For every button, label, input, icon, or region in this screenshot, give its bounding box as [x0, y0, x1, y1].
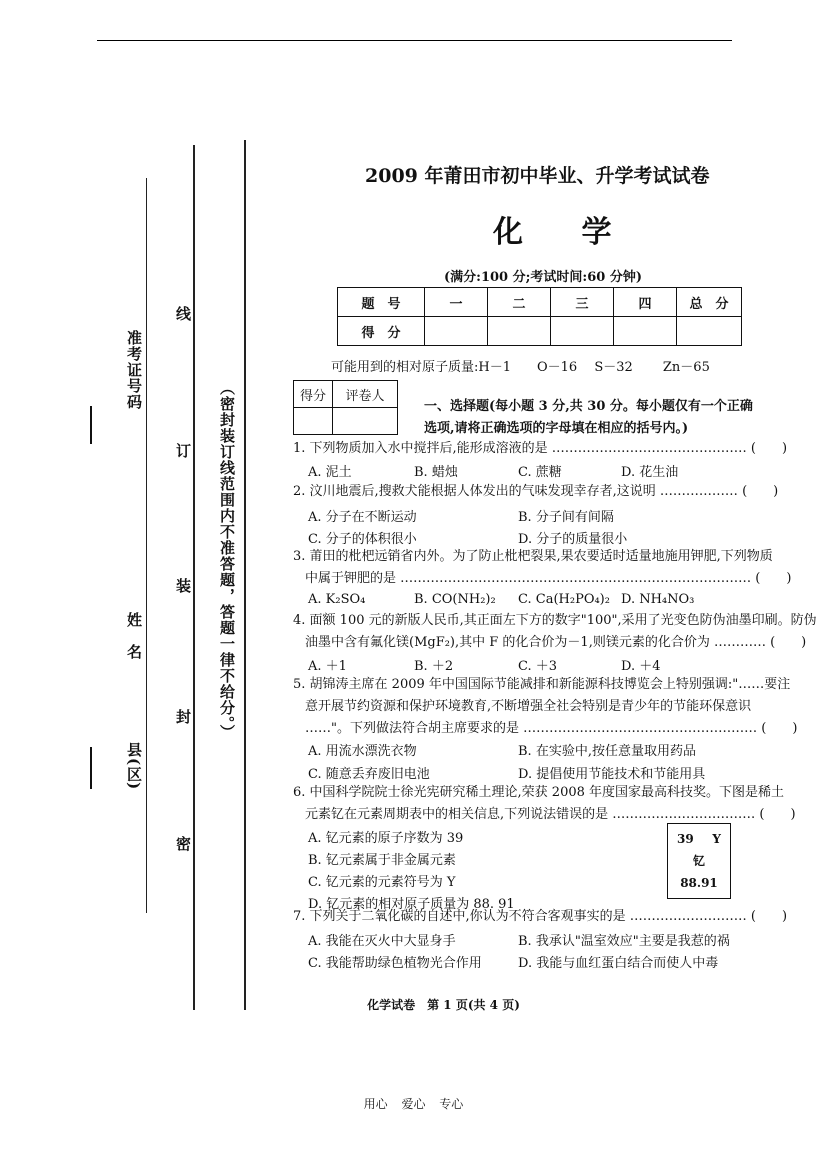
- option[interactable]: C. 钇元素的元素符号为 Y: [308, 875, 456, 890]
- seal-char-ding: 订: [176, 442, 192, 460]
- seal-char-feng: 封: [176, 708, 192, 726]
- option[interactable]: B. CO(NH₂)₂: [414, 592, 496, 607]
- question-4: [293, 610, 817, 654]
- grader-table: [293, 380, 398, 435]
- option[interactable]: B. 分子间有间隔: [518, 510, 614, 525]
- option[interactable]: C. 我能帮助绿色植物光合作用: [308, 956, 482, 971]
- question-text: 油墨中含有氟化镁(MgF₂),其中 F 的化合价为－1,则镁元素的化合价为 ………… ( ): [305, 635, 807, 650]
- seal-char-zhuang: 装: [176, 577, 192, 595]
- seal-char-mi: 密: [176, 835, 192, 853]
- name-label: 姓 名: [125, 612, 143, 660]
- id-number-label: 准考证号码: [125, 330, 143, 410]
- score-cell: 题 号: [338, 288, 425, 317]
- question-6: [293, 782, 796, 826]
- score-blank[interactable]: [677, 317, 742, 346]
- score-blank[interactable]: [614, 317, 677, 346]
- exam-meta: (满分:100 分;考试时间:60 分钟): [444, 270, 642, 285]
- score-cell: 二: [488, 288, 551, 317]
- footer-motto: 用心 爱心 专心: [363, 1097, 464, 1111]
- seal-warning: （密封装订线范围内不准答题，答题一律不给分。）: [218, 380, 236, 741]
- binding-line-right: [244, 140, 246, 1010]
- score-cell: 一: [425, 288, 488, 317]
- seal-char-line: 线: [176, 305, 192, 323]
- score-blank[interactable]: [551, 317, 614, 346]
- option[interactable]: B. ＋2: [414, 659, 454, 674]
- element-number: 39: [677, 832, 694, 846]
- question-2: [293, 481, 779, 503]
- question-text: 6. 中国科学院院士徐光宪研究稀土理论,荣获 2008 年度国家最高科技奖。下图是稀土: [293, 785, 785, 800]
- score-row-label: 得 分: [338, 317, 425, 346]
- top-rule: [97, 40, 732, 41]
- element-header-row: [668, 824, 730, 850]
- option[interactable]: A. K₂SO₄: [308, 592, 366, 607]
- score-table-score-row: [338, 317, 742, 346]
- blank-dash: [90, 406, 92, 444]
- exam-title: 2009 年莆田市初中毕业、升学考试试卷: [365, 165, 710, 187]
- question-text: 5. 胡锦涛主席在 2009 年中国国际节能减排和新能源科技博览会上特别强调:"……要注: [293, 677, 791, 692]
- option[interactable]: D. 花生油: [621, 465, 679, 480]
- question-text: ……"。下列做法符合胡主席要求的是 ……………………………………………… ( ): [305, 721, 798, 736]
- option[interactable]: C. ＋3: [518, 659, 558, 674]
- element-name: 钇: [692, 854, 705, 868]
- option[interactable]: A. 泥土: [308, 465, 352, 480]
- question-text: 2. 汶川地震后,搜救犬能根据人体发出的气味发现幸存者,这说明 ……………… ( ): [293, 484, 779, 499]
- option[interactable]: B. 在实验中,按任意量取用药品: [518, 744, 696, 759]
- grader-score-label: 得分: [294, 381, 333, 408]
- subject-title: 化 学: [493, 215, 636, 250]
- question-text: 3. 莆田的枇杷远销省内外。为了防止枇杷裂果,果农要适时适量地施用钾肥,下列物质: [293, 549, 773, 564]
- option[interactable]: B. 蜡烛: [414, 465, 458, 480]
- option[interactable]: D. 分子的质量很小: [518, 532, 628, 547]
- option[interactable]: D. ＋4: [621, 659, 661, 674]
- question-1: [293, 438, 788, 460]
- score-cell: 总 分: [677, 288, 742, 317]
- binding-line-left: [193, 145, 195, 1010]
- option[interactable]: A. 用流水漂洗衣物: [308, 744, 417, 759]
- element-mass: 88.91: [680, 876, 718, 890]
- blank-dash: [90, 747, 92, 789]
- grader-name-blank[interactable]: [333, 408, 398, 435]
- option[interactable]: B. 我承认"温室效应"主要是我惹的祸: [518, 934, 730, 949]
- element-symbol: Y: [712, 832, 721, 846]
- option[interactable]: D. 我能与血红蛋白结合而使人中毒: [518, 956, 719, 971]
- score-blank[interactable]: [488, 317, 551, 346]
- atomic-masses: 可能用到的相对原子质量:H－1 O－16 S－32 Zn－65: [331, 360, 710, 375]
- element-card-yttrium: [667, 823, 731, 899]
- question-7: [293, 906, 788, 928]
- page-number: 化学试卷 第 1 页(共 4 页): [367, 998, 520, 1012]
- question-text: 4. 面额 100 元的新版人民币,其正面左下方的数字"100",采用了光变色防伪油墨印刷。防伪: [293, 613, 817, 628]
- score-cell: 三: [551, 288, 614, 317]
- grader-name-label: 评卷人: [333, 381, 398, 408]
- option[interactable]: D. 钇元素的相对原子质量为 88. 91: [308, 897, 515, 912]
- question-5: [293, 674, 798, 740]
- score-table-header-row: [338, 288, 742, 317]
- option[interactable]: C. 随意丢弃废旧电池: [308, 767, 430, 782]
- question-text: 意开展节约资源和保护环境教育,不断增强全社会特别是青少年的节能环保意识: [305, 699, 752, 714]
- county-label: 县(区): [125, 742, 143, 791]
- option[interactable]: B. 钇元素属于非金属元素: [308, 853, 456, 868]
- section-heading: 一、选择题(每小题 3 分,共 30 分。每小题仅有一个正确选项,请将正确选项的字母填在相应的括号内。): [424, 399, 753, 436]
- option[interactable]: C. 蔗糖: [518, 465, 562, 480]
- option[interactable]: A. ＋1: [308, 659, 347, 674]
- score-table: [337, 287, 742, 346]
- option[interactable]: D. 提倡使用节能技术和节能用具: [518, 767, 706, 782]
- page-footer: [0, 996, 827, 1013]
- score-blank[interactable]: [425, 317, 488, 346]
- question-text: 1. 下列物质加入水中搅拌后,能形成溶液的是 ……………………………………… ( ): [293, 441, 788, 456]
- option[interactable]: C. Ca(H₂PO₄)₂: [518, 592, 610, 607]
- option[interactable]: A. 我能在灭火中大显身手: [308, 934, 456, 949]
- option[interactable]: C. 分子的体积很小: [308, 532, 417, 547]
- question-3: [293, 546, 792, 590]
- question-text: 元素钇在元素周期表中的相关信息,下列说法错误的是 …………………………… ( ): [305, 807, 796, 822]
- question-text: 中属于钾肥的是 ……………………………………………………………………… ( ): [305, 571, 792, 586]
- option[interactable]: A. 钇元素的原子序数为 39: [308, 831, 464, 846]
- name-blank-line: [146, 178, 147, 913]
- option[interactable]: D. NH₄NO₃: [621, 592, 695, 607]
- score-cell: 四: [614, 288, 677, 317]
- grader-score-blank[interactable]: [294, 408, 333, 435]
- question-text: 7. 下列关于二氧化碳的自述中,你认为不符合客观事实的是 ……………………… ( ): [293, 909, 788, 924]
- option[interactable]: A. 分子在不断运动: [308, 510, 417, 525]
